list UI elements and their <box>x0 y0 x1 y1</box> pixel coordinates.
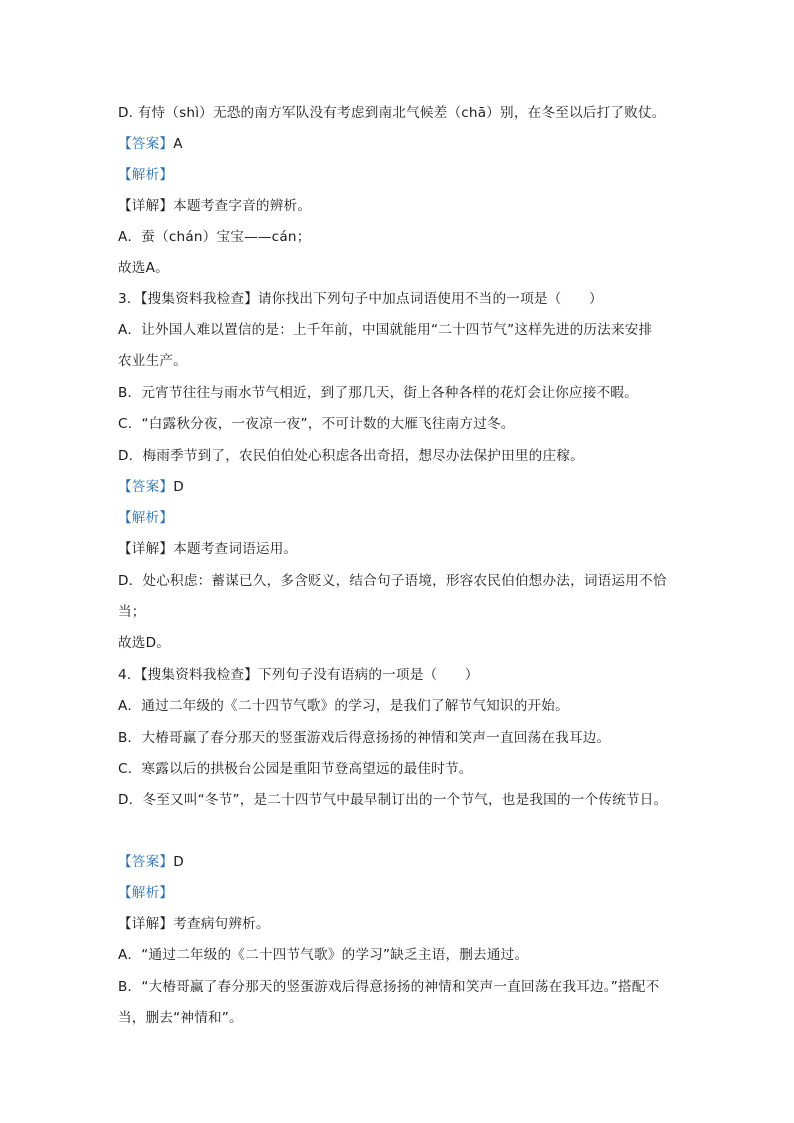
detail-line: A．蚕（chán）宝宝——cán； <box>118 229 311 245</box>
answer-tag: 【答案】 <box>118 479 174 495</box>
detail-line: B．“大椿哥赢了春分那天的竖蛋游戏后得意扬扬的神情和笑声一直回荡在我耳边。”搭配不 <box>118 979 660 995</box>
question-2-option-d: D. 有恃（shì）无恐的南方军队没有考虑到南北气候差（chā）别，在冬至以后打了败仗。 <box>118 105 666 121</box>
answer-line <box>118 135 183 153</box>
detail-line: D．处心积虑：蓄谋已久，多含贬义，结合句子语境，形容农民伯伯想办法，词语运用不恰 <box>118 573 667 589</box>
answer-tag: 【答案】 <box>118 854 174 870</box>
question-3-option-d: D．梅雨季节到了，农民伯伯处心积虑各出奇招，想尽办法保护田里的庄稼。 <box>118 448 584 464</box>
detail-line-cont: 当； <box>118 604 146 620</box>
analysis-tag-line <box>118 884 173 902</box>
conclusion-line: 故选D。 <box>118 635 171 651</box>
answer-value: D <box>173 479 184 495</box>
question-3-stem: 3．【搜集资料我检查】请你找出下列句子中加点词语使用不当的一项是（ ） <box>118 291 603 307</box>
detail-line: 【详解】考查病句辨析。 <box>118 916 270 932</box>
question-3-option-c: C．“白露秋分夜，一夜凉一夜”，不可计数的大雁飞往南方过冬。 <box>118 416 515 432</box>
conclusion-line: 故选A。 <box>118 260 169 276</box>
answer-line <box>118 478 184 496</box>
question-4-option-c: C．寒露以后的拱极台公园是重阳节登高望远的最佳时节。 <box>118 761 473 777</box>
analysis-tag-line <box>118 166 173 184</box>
analysis-tag: 【解析】 <box>118 885 174 901</box>
answer-tag: 【答案】 <box>118 136 174 152</box>
detail-line: 【详解】本题考查词语运用。 <box>118 541 298 557</box>
question-3-option-a-cont: 农业生产。 <box>118 353 187 369</box>
detail-line: 【详解】本题考查字音的辨析。 <box>118 198 312 214</box>
question-3-option-a: A．让外国人难以置信的是：上千年前，中国就能用“二十四节气”这样先进的历法来安排 <box>118 322 653 338</box>
question-4-option-a: A．通过二年级的《二十四节气歌》的学习，是我们了解节气知识的开始。 <box>118 698 569 714</box>
answer-value: A <box>173 136 183 152</box>
answer-line <box>118 853 184 871</box>
analysis-tag: 【解析】 <box>118 510 174 526</box>
answer-value: D <box>173 854 184 870</box>
detail-line-cont: 当，删去“神情和”。 <box>118 1010 243 1026</box>
question-3-option-b: B．元宵节往往与雨水节气相近，到了那几天，街上各种各样的花灯会让你应接不暇。 <box>118 385 638 401</box>
detail-line: A．“通过二年级的《二十四节气歌》的学习”缺乏主语，删去通过。 <box>118 947 529 963</box>
question-4-stem: 4．【搜集资料我检查】下列句子没有语病的一项是（ ） <box>118 667 479 683</box>
question-4-option-b: B．大椿哥赢了春分那天的竖蛋游戏后得意扬扬的神情和笑声一直回荡在我耳边。 <box>118 730 611 746</box>
analysis-tag: 【解析】 <box>118 167 174 183</box>
question-4-option-d: D．冬至又叫“冬节”，是二十四节气中最早制订出的一个节气，也是我国的一个传统节日。 <box>118 792 668 808</box>
analysis-tag-line <box>118 509 173 527</box>
